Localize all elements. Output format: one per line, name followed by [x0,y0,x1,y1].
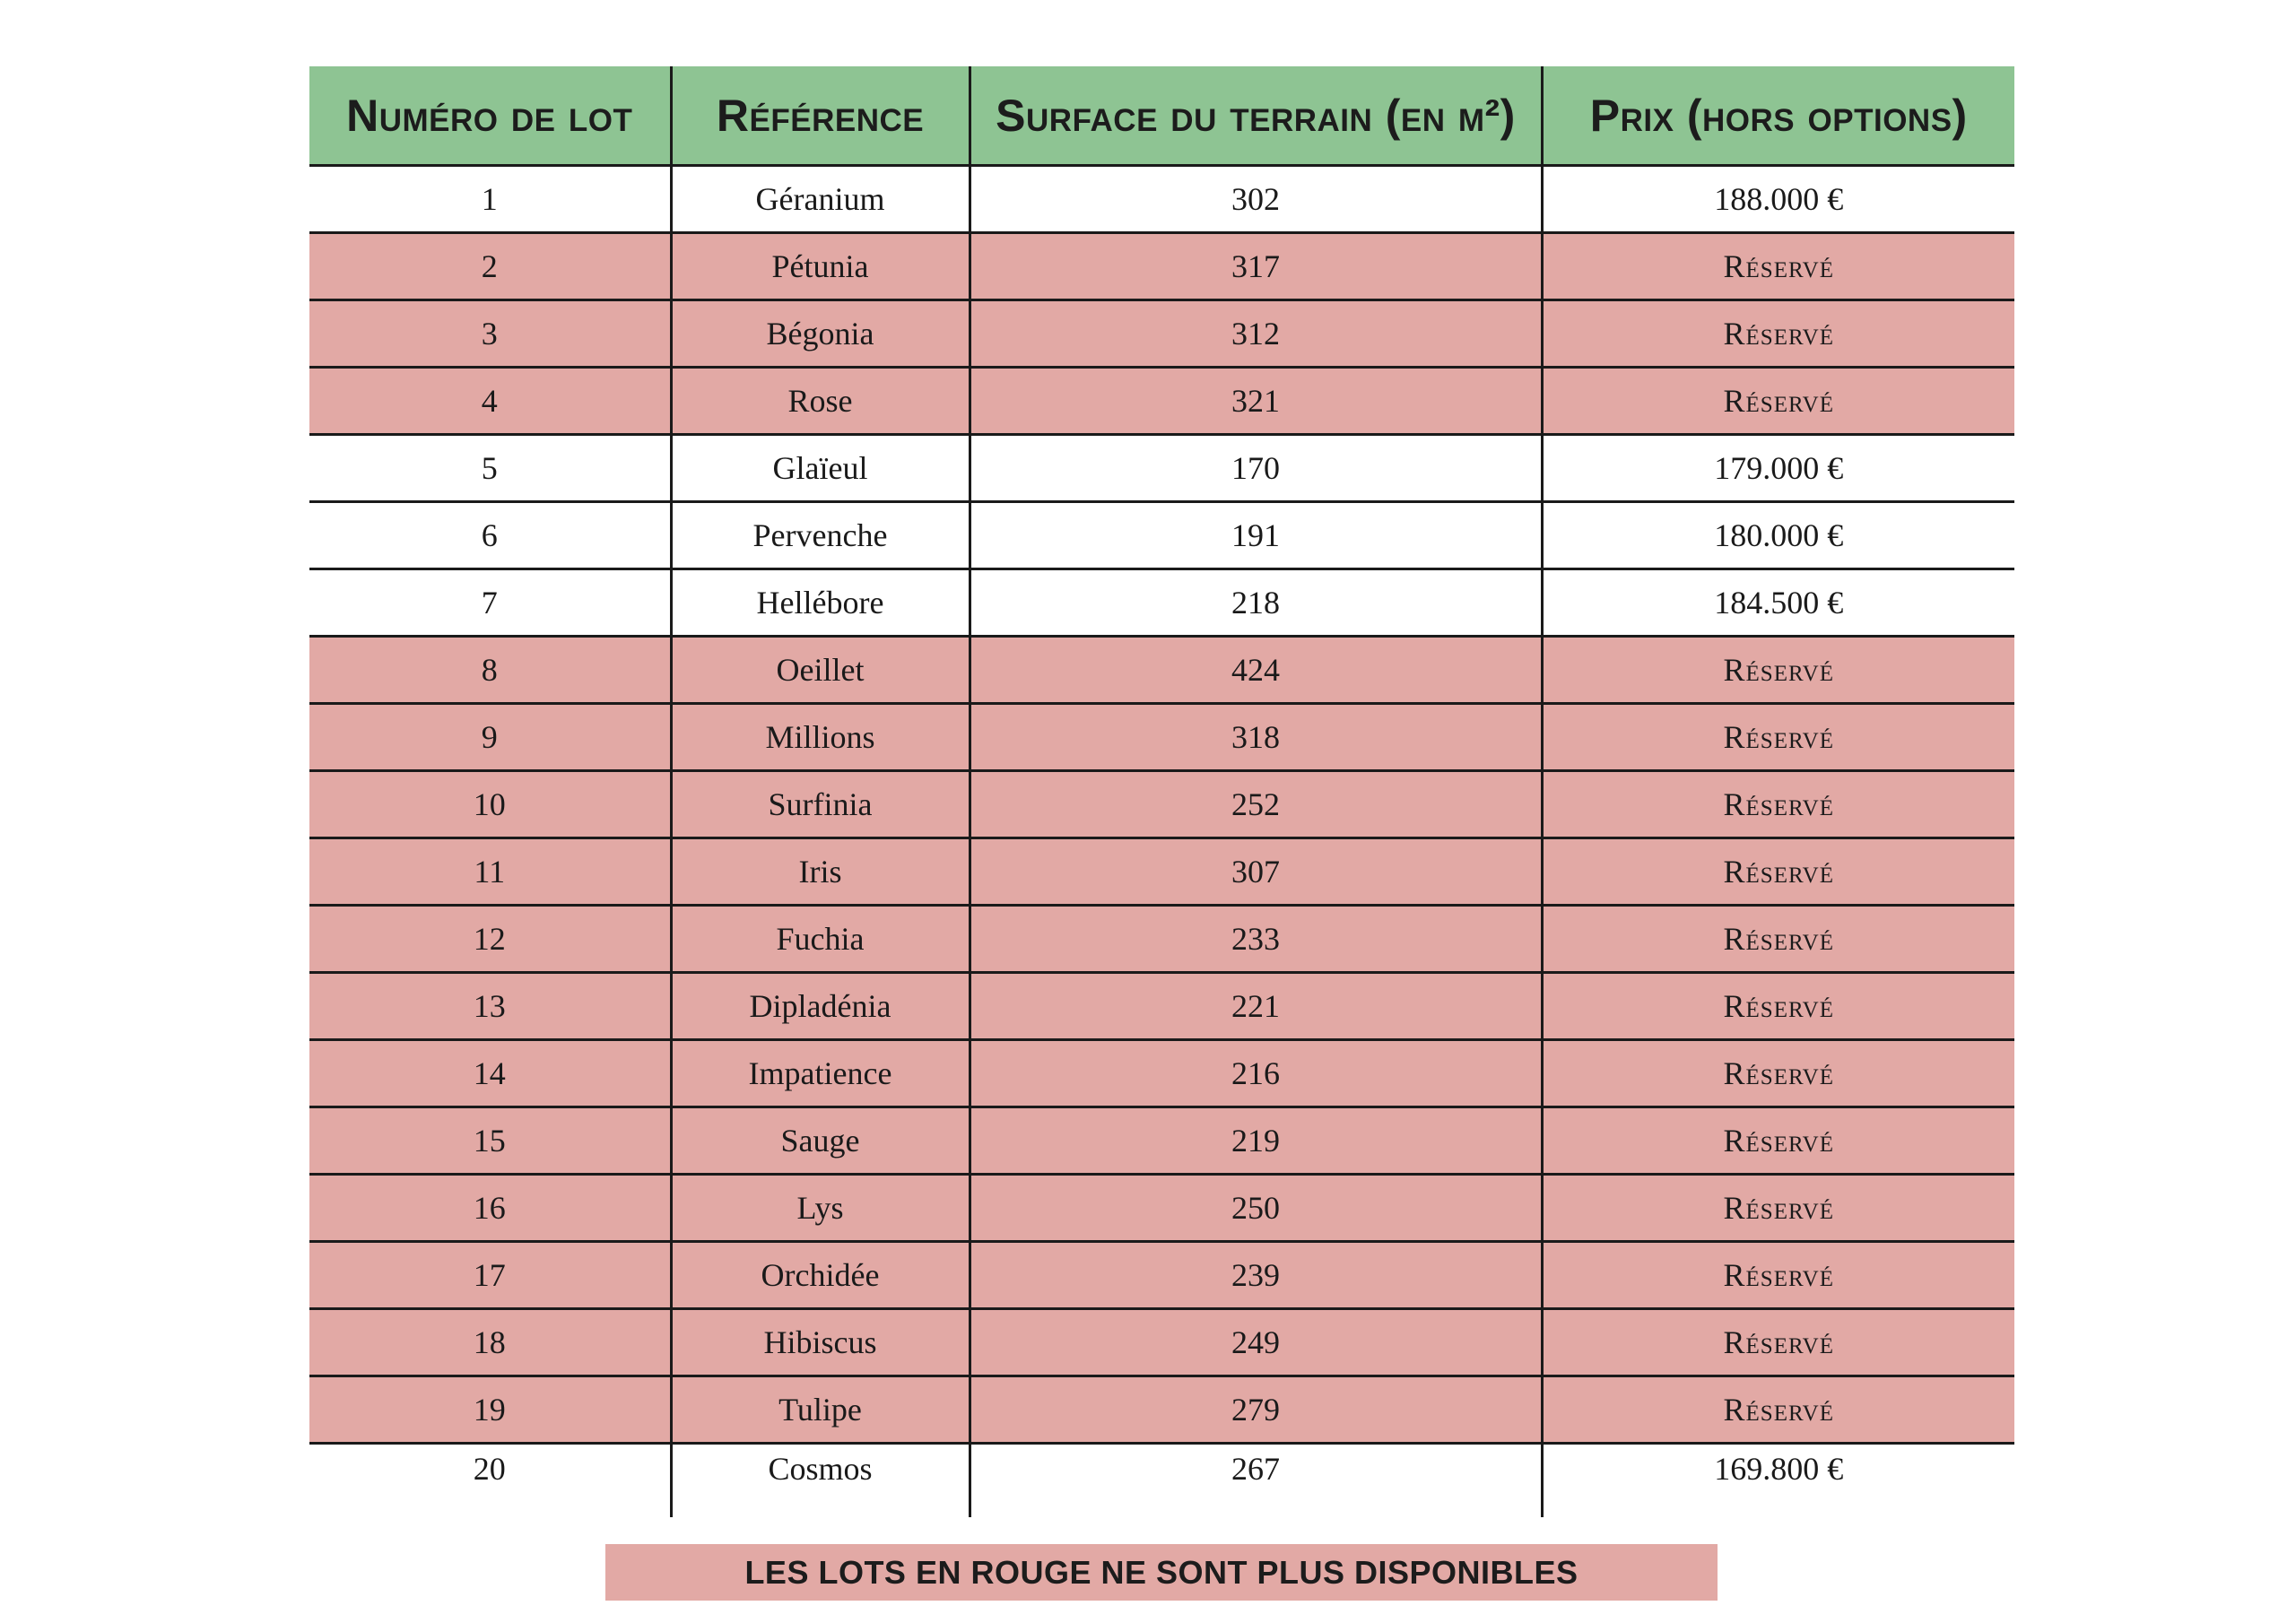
reference-cell: Millions [671,704,970,771]
header-surface: Surface du terrain (en m²) [970,66,1542,166]
table-row [309,838,2014,906]
price-cell: Réservé [1542,771,2014,838]
price-cell: 179.000 € [1542,435,2014,502]
surface-cell: 233 [970,906,1542,973]
table-header [309,66,2014,166]
table-row [309,368,2014,435]
surface-cell: 218 [970,569,1542,637]
surface-cell: 321 [970,368,1542,435]
reference-cell: Dipladénia [671,973,970,1040]
lot-number-cell: 7 [309,569,671,637]
reference-cell: Bégonia [671,300,970,368]
price-cell: 184.500 € [1542,569,2014,637]
reference-cell: Surfinia [671,771,970,838]
table-row [309,166,2014,233]
price-cell: Réservé [1542,637,2014,704]
table-row [309,569,2014,637]
surface-cell: 170 [970,435,1542,502]
price-cell: Réservé [1542,233,2014,300]
table-row [309,233,2014,300]
surface-cell: 307 [970,838,1542,906]
lot-number-cell: 13 [309,973,671,1040]
surface-cell: 219 [970,1107,1542,1175]
reference-cell: Pétunia [671,233,970,300]
reference-cell: Oeillet [671,637,970,704]
reference-cell: Cosmos [671,1444,970,1518]
lot-number-cell: 1 [309,166,671,233]
reference-cell: Pervenche [671,502,970,569]
reference-cell: Hibiscus [671,1309,970,1376]
reference-cell: Sauge [671,1107,970,1175]
table-row [309,704,2014,771]
lot-number-cell: 3 [309,300,671,368]
table-row [309,435,2014,502]
table-body [309,166,2014,1518]
header-row [309,66,2014,166]
price-cell: 188.000 € [1542,166,2014,233]
surface-cell: 249 [970,1309,1542,1376]
lot-number-cell: 12 [309,906,671,973]
legend-banner: LES LOTS EN ROUGE NE SONT PLUS DISPONIBLES [605,1544,1718,1601]
price-cell: Réservé [1542,1309,2014,1376]
table-row [309,771,2014,838]
price-cell: Réservé [1542,704,2014,771]
table-row [309,906,2014,973]
surface-cell: 317 [970,233,1542,300]
header-price: Prix (hors options) [1542,66,2014,166]
price-cell: 180.000 € [1542,502,2014,569]
price-cell: Réservé [1542,368,2014,435]
header-reference: Référence [671,66,970,166]
table-row [309,1040,2014,1107]
table-row [309,1107,2014,1175]
price-cell: Réservé [1542,1175,2014,1242]
reference-cell: Rose [671,368,970,435]
table-row [309,300,2014,368]
table-row [309,1175,2014,1242]
lot-number-cell: 10 [309,771,671,838]
lot-number-cell: 11 [309,838,671,906]
price-cell: Réservé [1542,1040,2014,1107]
table-row [309,973,2014,1040]
reference-cell: Impatience [671,1040,970,1107]
surface-cell: 302 [970,166,1542,233]
price-cell: Réservé [1542,906,2014,973]
header-lot-number: Numéro de lot [309,66,671,166]
table-row [309,1242,2014,1309]
lot-number-cell: 5 [309,435,671,502]
surface-cell: 239 [970,1242,1542,1309]
reference-cell: Iris [671,838,970,906]
table-row [309,1444,2014,1518]
price-cell: Réservé [1542,1376,2014,1444]
surface-cell: 267 [970,1444,1542,1518]
price-cell: 169.800 € [1542,1444,2014,1518]
lot-number-cell: 17 [309,1242,671,1309]
reference-cell: Glaïeul [671,435,970,502]
surface-cell: 279 [970,1376,1542,1444]
lot-number-cell: 4 [309,368,671,435]
lot-number-cell: 18 [309,1309,671,1376]
lot-number-cell: 16 [309,1175,671,1242]
surface-cell: 252 [970,771,1542,838]
lots-table [309,66,2014,1517]
surface-cell: 216 [970,1040,1542,1107]
reference-cell: Hellébore [671,569,970,637]
price-cell: Réservé [1542,973,2014,1040]
surface-cell: 424 [970,637,1542,704]
lot-number-cell: 9 [309,704,671,771]
lot-number-cell: 6 [309,502,671,569]
reference-cell: Fuchia [671,906,970,973]
lot-number-cell: 19 [309,1376,671,1444]
surface-cell: 318 [970,704,1542,771]
reference-cell: Tulipe [671,1376,970,1444]
surface-cell: 312 [970,300,1542,368]
lot-number-cell: 15 [309,1107,671,1175]
surface-cell: 250 [970,1175,1542,1242]
surface-cell: 221 [970,973,1542,1040]
reference-cell: Lys [671,1175,970,1242]
lot-number-cell: 8 [309,637,671,704]
price-cell: Réservé [1542,1242,2014,1309]
lot-number-cell: 20 [309,1444,671,1518]
price-cell: Réservé [1542,300,2014,368]
surface-cell: 191 [970,502,1542,569]
lot-number-cell: 2 [309,233,671,300]
table-row [309,637,2014,704]
price-cell: Réservé [1542,838,2014,906]
table-row [309,502,2014,569]
reference-cell: Géranium [671,166,970,233]
table-row [309,1309,2014,1376]
price-cell: Réservé [1542,1107,2014,1175]
lot-number-cell: 14 [309,1040,671,1107]
table-row [309,1376,2014,1444]
reference-cell: Orchidée [671,1242,970,1309]
